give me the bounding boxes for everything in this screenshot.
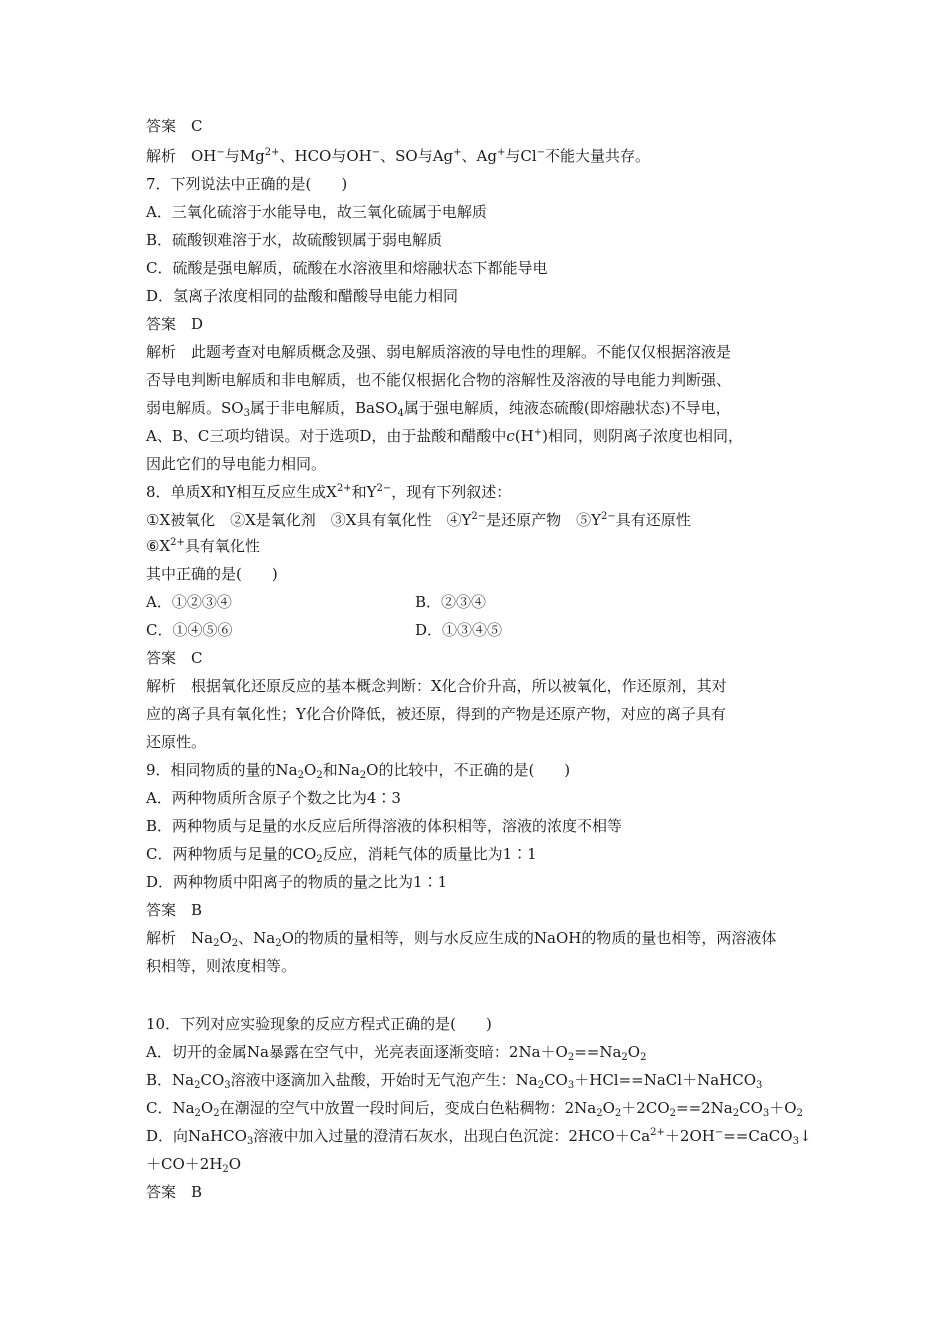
text-line: B．两种物质与足量的水反应后所得溶液的体积相等，溶液的浓度不相等: [146, 817, 623, 835]
text-line: 解析 $Na_2O_2$、$Na_2O$的物质的量相等，则与水反应生成的NaOH的物质的量也相等，两溶液体: [146, 929, 777, 949]
text-line: 9．相同物质的量的$Na_2O_2$和$Na_2O$的比较中，不正确的是( ): [146, 761, 571, 781]
text-line: A．切开的金属Na暴露在空气中，光亮表面逐渐变暗：$2Na+O_2==Na_2O_2$: [146, 1043, 647, 1063]
text-line: C．两种物质与足量的$CO_2$反应，消耗气体的质量比为1∶1: [146, 845, 537, 865]
text-line: B．$Na_2CO_3$溶液中逐滴加入盐酸，开始时无气泡产生：$Na_2CO_3+HCl==NaCl+NaHCO_3$: [146, 1071, 763, 1091]
text-line: C．①④⑤⑥: [146, 621, 233, 639]
text-line: 弱电解质。$SO_3$属于非电解质，BaSO$_4$属于强电解质，纯液态硫酸(即熔融状态)不导电，: [146, 399, 731, 419]
text-line: 解析 此题考查对电解质概念及强、弱电解质溶液的导电性的理解。不能仅仅根据溶液是: [146, 343, 732, 361]
text-line: A、B、C三项均错误。对于选项D，由于盐酸和醋酸中c(H+)相同，则阴离子浓度也相同，: [146, 427, 743, 445]
text-line: ①X被氧化 ②X是氧化剂 ③X具有氧化性 $④Y^{2-}$是还原产物 $⑤Y^{2-}$具有还原性: [146, 511, 691, 529]
text-line: 其中正确的是( ): [146, 565, 278, 583]
text-line: B．②③④: [415, 593, 487, 611]
text-line: 答案 C: [146, 117, 203, 135]
text-line: 解析 根据氧化还原反应的基本概念判断：X化合价升高，所以被氧化，作还原剂，其对: [146, 677, 727, 695]
text-line: 答案 B: [146, 901, 203, 919]
text-line: 10．下列对应实验现象的反应方程式正确的是( ): [146, 1015, 492, 1033]
text-line: 还原性。: [146, 733, 207, 751]
text-line: D．氢离子浓度相同的盐酸和醋酸导电能力相同: [146, 287, 459, 305]
text-line: $+CO+2H_2O$: [146, 1155, 242, 1175]
text-line: 因此它们的导电能力相同。: [146, 455, 327, 473]
text-line: C．$Na_2O_2$在潮湿的空气中放置一段时间后，变成白色粘稠物：$2Na_2O_2+2CO_2==2Na_2CO_3+O_2$: [146, 1099, 803, 1119]
text-line: D．①③④⑤: [415, 621, 503, 639]
text-line: 答案 D: [146, 315, 204, 333]
text-line: A．三氧化硫溶于水能导电，故三氧化硫属于电解质: [146, 203, 487, 221]
text-line: 答案 C: [146, 649, 203, 667]
text-line: $⑥X^{2+}$具有氧化性: [146, 537, 260, 555]
text-line: B．硫酸钡难溶于水，故硫酸钡属于弱电解质: [146, 231, 443, 249]
text-line: 解析 OH−与$Mg^{2+}$、HCO与OH−、SO与Ag+、Ag+与Cl−不能大量共存。: [146, 147, 651, 165]
text-line: C．硫酸是强电解质，硫酸在水溶液里和熔融状态下都能导电: [146, 259, 548, 277]
text-line: D．向NaHCO$_3$溶液中加入过量的澄清石灰水，出现白色沉淀：$2HCO+Ca^{2+}+2OH^-==CaCO_3↓$: [146, 1127, 812, 1147]
text-line: A．①②③④: [146, 593, 232, 611]
text-line: 7．下列说法中正确的是( ): [146, 175, 348, 193]
text-line: 应的离子具有氧化性；Y化合价降低，被还原，得到的产物是还原产物，对应的离子具有: [146, 705, 726, 723]
text-line: D．两种物质中阳离子的物质的量之比为1∶1: [146, 873, 448, 891]
text-line: 8．单质X和Y相互反应生成$X^{2+}$和$Y^{2-}$，现有下列叙述：: [146, 483, 512, 501]
text-line: 否导电判断电解质和非电解质，也不能仅根据化合物的溶解性及溶液的导电能力判断强、: [146, 371, 732, 389]
text-line: A．两种物质所含原子个数之比为4∶3: [146, 789, 401, 807]
text-line: 积相等，则浓度相等。: [146, 957, 297, 975]
text-line: 答案 B: [146, 1183, 203, 1201]
